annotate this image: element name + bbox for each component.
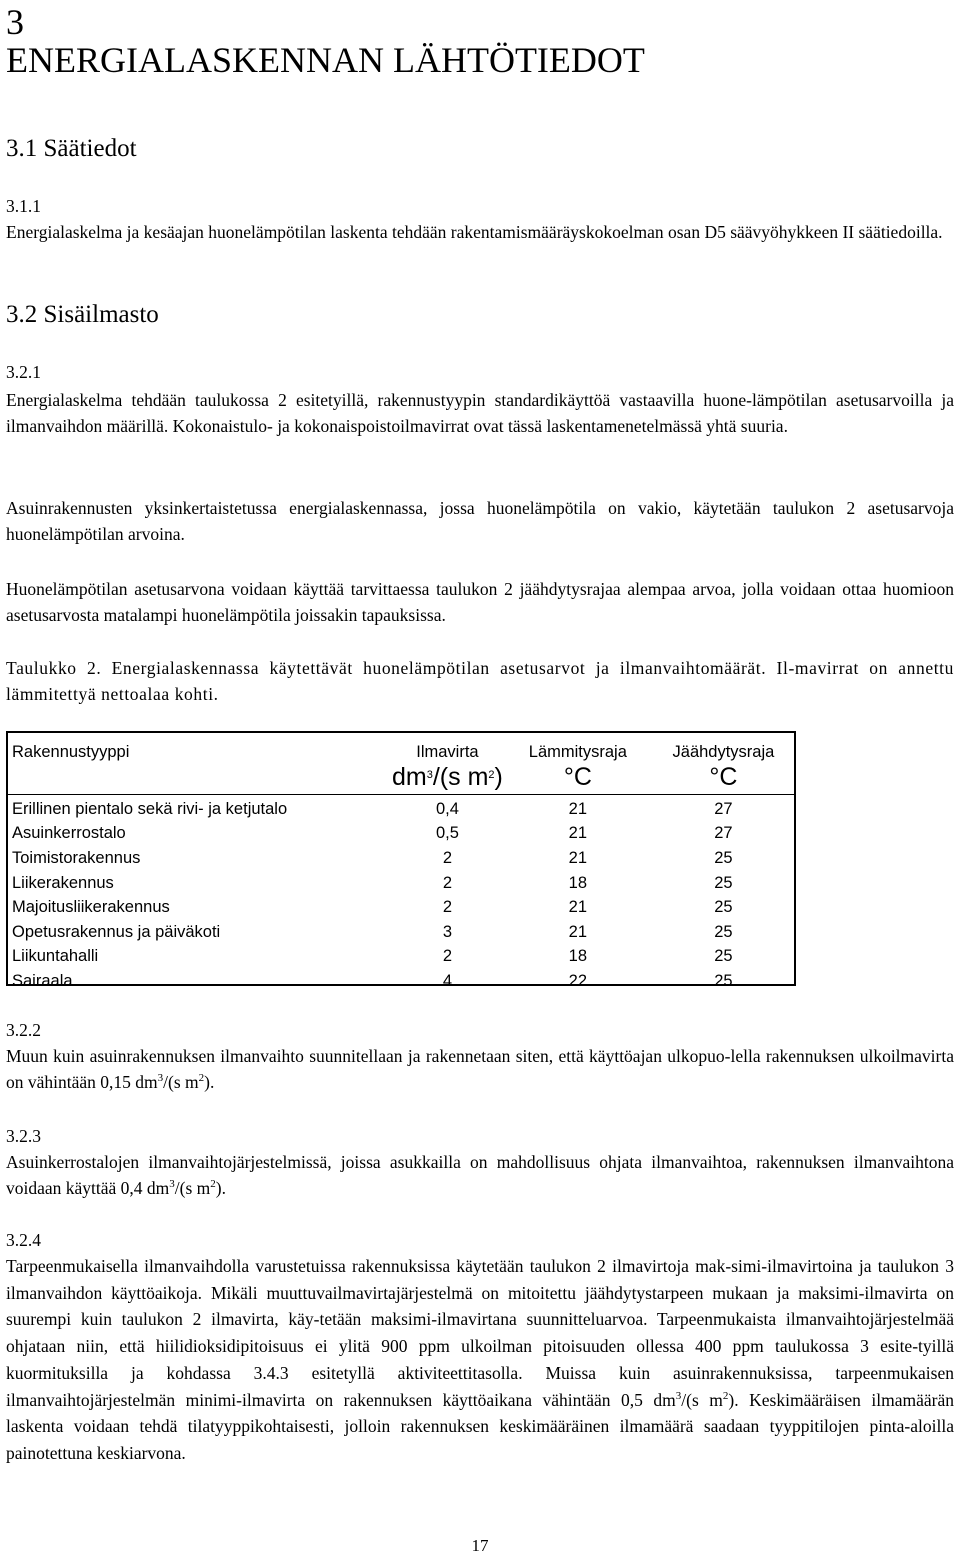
- cell-heating-limit: 22: [568, 971, 588, 990]
- cell-building-type: Sairaala: [12, 971, 73, 990]
- cell-cooling-limit: 27: [714, 824, 733, 843]
- cell-airflow: 2: [442, 873, 453, 892]
- cell-airflow: 2: [442, 898, 453, 917]
- cell-cooling-limit: 25: [714, 898, 733, 917]
- table-row: [8, 795, 794, 822]
- cell-airflow: 0,5: [435, 824, 459, 843]
- unit-cooling: °C: [653, 762, 794, 795]
- cell-heating-limit: 21: [568, 922, 588, 941]
- cell-cooling-limit: 25: [714, 947, 733, 966]
- table-header-row: [8, 733, 794, 762]
- cell-cooling-limit: 27: [714, 799, 733, 818]
- subsection-number-3-2-2: 3.2.2: [6, 1020, 41, 1040]
- cell-building-type: Majoitusliikerakennus: [12, 898, 170, 917]
- cell-building-type: Liikerakennus: [12, 873, 114, 892]
- cell-airflow: 4: [442, 971, 453, 990]
- cell-cooling-limit: 25: [714, 922, 733, 941]
- cell-building-type: Asuinkerrostalo: [12, 824, 126, 843]
- paragraph-3-2-1-c: Huonelämpötilan asetusarvona voidaan käyttää tarvittaessa taulukon 2 jäähdytysrajaa alempaa arvoa, jolla voidaan ottaa huomioon asetusarvosta matalampi huonelämpötila joissakin tapauksissa.: [6, 579, 954, 625]
- section-heading-3-2: 3.2 Sisäilmasto: [6, 301, 159, 328]
- subsection-number-3-2-1: 3.2.1: [6, 362, 41, 382]
- table-row: [8, 846, 794, 871]
- cell-cooling-limit: 25: [714, 971, 733, 990]
- ventilation-table: [6, 731, 796, 990]
- table-row: [8, 920, 794, 945]
- cell-airflow: 3: [442, 922, 453, 941]
- cell-airflow: 2: [442, 947, 453, 966]
- paragraph-3-2-1-b: Asuinrakennusten yksinkertaistetussa energialaskennassa, jossa huonelämpötila on vakio, käytetään taulukon 2 asetusarvoja huonelämpötilan arvoina.: [6, 498, 954, 544]
- paragraph-3-2-2: Muun kuin asuinrakennuksen ilmanvaihto suunnitellaan ja rakennetaan siten, että käyttöajan ulkopuo-lella rakennuksen ulkoilmavirta on vähintään 0,15 $dm^3/(s$ $m^2$).: [6, 1046, 954, 1092]
- cell-building-type: Liikuntahalli: [12, 947, 99, 966]
- header-cooling-limit: Jäähdytysraja: [672, 743, 775, 761]
- cell-heating-limit: 21: [568, 848, 588, 867]
- chapter-title: ENERGIALASKENNAN LÄHTÖTIEDOT: [6, 40, 645, 80]
- paragraph-3-2-1-a: Energialaskelma tehdään taulukossa 2 esitetyillä, rakennustyypin standardikäyttöä vastaavilla huone-lämpötilan asetusarvoilla ja ilmanvaihdon määrillä. Kokonaistulo- ja kokonaispoistoilmavirrat ovat tässä laskentamenetelmässä yhtä suuria.: [6, 390, 954, 436]
- paragraph-3-2-3: Asuinkerrostalojen ilmanvaihtojärjestelmissä, joissa asukkailla on mahdollisuus ohjata ilmanvaihtoa, rakennuksen ilmanvaihtona voidaan käyttää 0,4 $dm^3/(s$ $m^2$).: [6, 1152, 954, 1198]
- header-heating-limit: Lämmitysraja: [528, 743, 627, 761]
- unit-airflow: $dm^3/(s$ $m^2$): [392, 762, 503, 795]
- cell-heating-limit: 21: [568, 824, 588, 843]
- table-row: [8, 969, 794, 994]
- table-row: [8, 822, 794, 847]
- table-row: [8, 871, 794, 896]
- table-caption: Taulukko 2. Energialaskennassa käytettävät huonelämpötilan asetusarvot ja ilmanvaihtomäärät. Il-mavirrat on annettu lämmitettyä nettoalaa kohti.: [6, 658, 954, 704]
- chapter-number: 3: [6, 2, 24, 42]
- paragraph-3-1-1: Energialaskelma ja kesäajan huonelämpötilan laskenta tehdään rakentamismääräyskokoelman osan D5 säävyöhykkeen II säätiedoilla.: [6, 222, 943, 242]
- subsection-number-3-2-3: 3.2.3: [6, 1126, 41, 1146]
- cell-heating-limit: 18: [568, 947, 588, 966]
- subsection-number-3-1-1: 3.1.1: [6, 196, 41, 216]
- cell-building-type: Toimistorakennus: [12, 848, 141, 867]
- table-row: [8, 895, 794, 920]
- cell-heating-limit: 18: [568, 873, 588, 892]
- header-building-type: Rakennustyyppi: [12, 743, 130, 761]
- page-number: 17: [471, 1536, 489, 1555]
- cell-airflow: 0,4: [435, 799, 459, 818]
- cell-heating-limit: 21: [568, 898, 588, 917]
- cell-building-type: Opetusrakennus ja päiväkoti: [12, 922, 221, 941]
- cell-building-type: Erillinen pientalo sekä rivi- ja ketjutalo: [12, 799, 288, 818]
- paragraph-3-2-4: Tarpeenmukaisella ilmanvaihdolla varustetuissa rakennuksissa käytetään taulukon 2 ilmavirtoja mak-simi-ilmavirtoina ja taulukon 3 ilmanvaihdon käyttöaikoja. Mikäli muuttuvailmavirtajärjestelmä on mitoitettu jäähdytystarpeen mukaan ja maksimi-ilmavirta on suurempi kuin taulukon 2 ilmavirta, käy-tetään maksimi-ilmavirtana suunnitteluarvoa. Tarpeenmukaista ilmanvaihtojärjestelmää ohjataan niin, että hiilidioksidipitoisuus ei ylitä 900 ppm ulkoilman pitoisuuden ollessa 400 ppm taulukossa 3 esite-tyillä kuormituksilla ja kohdassa 3.4.3 esitetyllä aktiviteettitasolla. Muissa kuin asuinrakennuksissa, tarpeenmukaisen ilmanvaihtojärjestelmän minimi-ilmavirta on rakennuksen käyttöaikana vähintään 0,5 $dm^3/(s$ $m^2$). Keskimääräisen ilmamäärän laskenta voidaan tehdä tilatyyppikohtaisesti, jolloin rakennuksen keskimääräinen ilmamäärä saadaan tyyppitilojen pinta-aloilla painotettuna keskiarvona.: [6, 1256, 954, 1463]
- cell-cooling-limit: 25: [714, 848, 733, 867]
- subsection-number-3-2-4: 3.2.4: [6, 1230, 41, 1250]
- section-heading-3-1: 3.1 Säätiedot: [6, 135, 137, 162]
- cell-cooling-limit: 25: [714, 873, 733, 892]
- cell-airflow: 2: [442, 848, 453, 867]
- table-units-row: [8, 762, 794, 795]
- header-airflow: Ilmavirta: [416, 743, 479, 761]
- table-row: [8, 945, 794, 970]
- unit-heating: °C: [503, 762, 653, 795]
- cell-heating-limit: 21: [568, 799, 588, 818]
